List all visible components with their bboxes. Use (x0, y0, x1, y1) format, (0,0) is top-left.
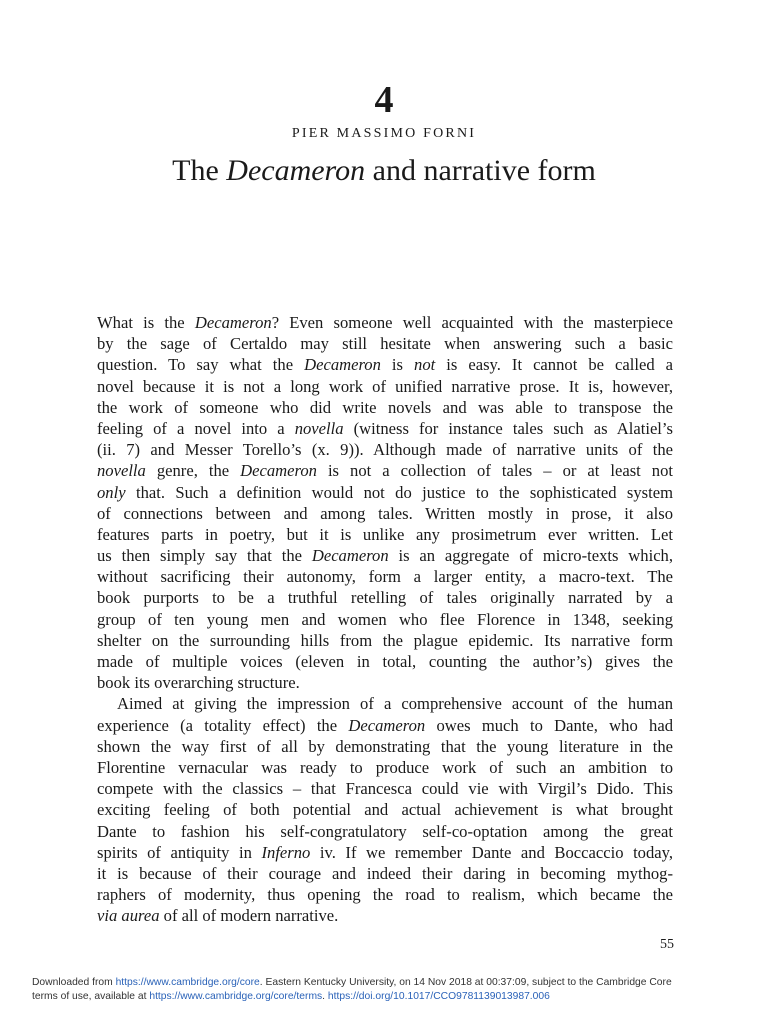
text-segment: of connections between and among tales. Written mostly in prose, it also (97, 503, 673, 523)
text-line (97, 397, 673, 418)
text-line (97, 736, 673, 757)
chapter-title-post: and narrative form (365, 154, 596, 187)
text-segment: group of ten young men and women who flee Florence in 1348, seeking (97, 609, 673, 629)
cambridge-core-link[interactable]: https://www.cambridge.org/core (115, 977, 260, 988)
text-segment: ? Even someone well acquainted with the masterpiece (271, 313, 673, 332)
text-line (97, 333, 673, 354)
text-line (97, 693, 673, 714)
text-line (97, 884, 673, 905)
text-segment: is an aggregate of micro-texts which, (388, 546, 673, 566)
text-segment: feeling of a novel into a (97, 418, 295, 438)
italic-text: Decameron (194, 313, 272, 332)
text-line (97, 439, 673, 460)
text-segment: shelter on the surrounding hills from the plague epidemic. Its narrative form (97, 630, 673, 650)
page-number: 55 (660, 937, 674, 952)
text-segment: book its overarching structure. (97, 673, 300, 693)
text-line (97, 672, 673, 693)
text-segment: without sacrificing their autonomy, form a larger entity, a macro-text. The (97, 567, 673, 587)
footer-line-1 (32, 976, 752, 990)
footer-text: Downloaded from (32, 977, 116, 988)
footer-line-2 (32, 990, 752, 1004)
text-line (97, 799, 673, 820)
italic-text: via aurea (97, 906, 160, 926)
download-footer (32, 976, 752, 1004)
chapter-title-italic: Decameron (226, 154, 366, 187)
paragraph (97, 693, 673, 926)
text-line (97, 460, 673, 481)
text-segment: features parts in poetry, but it is unlike any prosimetrum ever written. Let (97, 524, 673, 544)
text-line (97, 503, 673, 524)
italic-text: only (97, 482, 126, 502)
text-line (97, 651, 673, 672)
text-line (97, 905, 673, 926)
chapter-author: PIER MASSIMO FORNI (291, 126, 477, 141)
text-segment: Florentine vernacular was ready to produce work of such an ambition to (97, 757, 673, 777)
chapter-number: 4 (374, 79, 394, 121)
text-segment: is not a collection of tales – or at least not (316, 461, 673, 481)
italic-text: Decameron (304, 355, 381, 375)
text-segment: exciting feeling of both potential and actual achievement is what brought (97, 800, 673, 820)
text-segment: experience (a totality effect) the (97, 715, 349, 735)
italic-text: Decameron (311, 546, 389, 566)
text-line (97, 354, 673, 375)
text-segment: question. To say what the (97, 355, 305, 375)
text-line (97, 418, 673, 439)
text-line (97, 609, 673, 630)
text-segment: of all of modern narrative. (159, 906, 339, 926)
text-segment: Aimed at giving the impression of a comprehensive account of the human (117, 694, 673, 714)
text-segment: novel because it is not a long work of unified narrative prose. It is, however, (97, 376, 673, 396)
text-segment: that. Such a definition would not do justice to the sophisticated system (125, 482, 673, 502)
terms-link[interactable]: https://www.cambridge.org/core/terms (149, 991, 323, 1002)
text-segment: the work of someone who did write novels and was able to transpose the (97, 397, 673, 417)
text-segment: by the sage of Certaldo may still hesitate when answering such a basic (97, 334, 673, 354)
paragraph (97, 312, 673, 693)
text-line (97, 630, 673, 651)
italic-text: not (414, 355, 436, 375)
chapter-title-pre: The (172, 154, 227, 187)
italic-text: Decameron (348, 715, 426, 735)
text-segment: (witness for instance tales such as Alatiel’s (343, 418, 673, 438)
text-segment: genre, the (145, 461, 241, 481)
text-segment: shown the way first of all by demonstrating that the young literature in the (97, 736, 673, 756)
chapter-title (0, 154, 768, 188)
text-segment: What is the (97, 313, 195, 332)
text-segment: compete with the classics – that Francesca could vie with Virgil’s Dido. This (97, 779, 673, 799)
text-segment: it is because of their courage and indeed their daring in becoming mythog- (97, 863, 673, 883)
text-line (97, 524, 673, 545)
italic-text: Decameron (240, 461, 317, 481)
doi-link[interactable]: https://doi.org/10.1017/CCO9781139013987.006 (327, 991, 550, 1002)
text-segment: iv. If we remember Dante and Boccaccio today, (310, 842, 673, 862)
text-line (97, 715, 673, 736)
italic-text: novella (294, 418, 344, 438)
text-segment: made of multiple voices (eleven in total, counting the author’s) gives the (97, 652, 673, 671)
italic-text: novella (97, 461, 146, 481)
text-segment: Dante to fashion his self-congratulatory self-co-optation among the great (97, 821, 673, 841)
body-text (97, 312, 673, 926)
footer-text: . Eastern Kentucky University, on 14 Nov 2018 at 00:37:09, subject to the Cambridge Core (259, 977, 672, 988)
footer-text: terms of use, available at (32, 991, 150, 1002)
text-line (97, 482, 673, 503)
italic-text: Inferno (261, 842, 311, 862)
text-line (97, 545, 673, 566)
text-line (97, 821, 673, 842)
text-line (97, 587, 673, 608)
text-segment: owes much to Dante, who had (425, 715, 673, 735)
text-segment: spirits of antiquity in (97, 842, 262, 862)
text-line (97, 757, 673, 778)
text-line (97, 376, 673, 397)
text-segment: is easy. It cannot be called a (435, 355, 673, 375)
text-segment: raphers of modernity, thus opening the road to realism, which became the (97, 885, 673, 905)
text-line (97, 842, 673, 863)
text-line (97, 566, 673, 587)
text-line (97, 863, 673, 884)
text-segment: book purports to be a truthful retelling of tales originally narrated by a (97, 588, 673, 608)
text-segment: us then simply say that the (97, 546, 312, 566)
text-segment: (ii. 7) and Messer Torello’s (x. 9)). Although made of narrative units of the (97, 440, 673, 460)
text-line (97, 778, 673, 799)
footer-text: . (322, 991, 328, 1002)
text-line (97, 312, 673, 333)
text-segment: is (380, 355, 415, 375)
